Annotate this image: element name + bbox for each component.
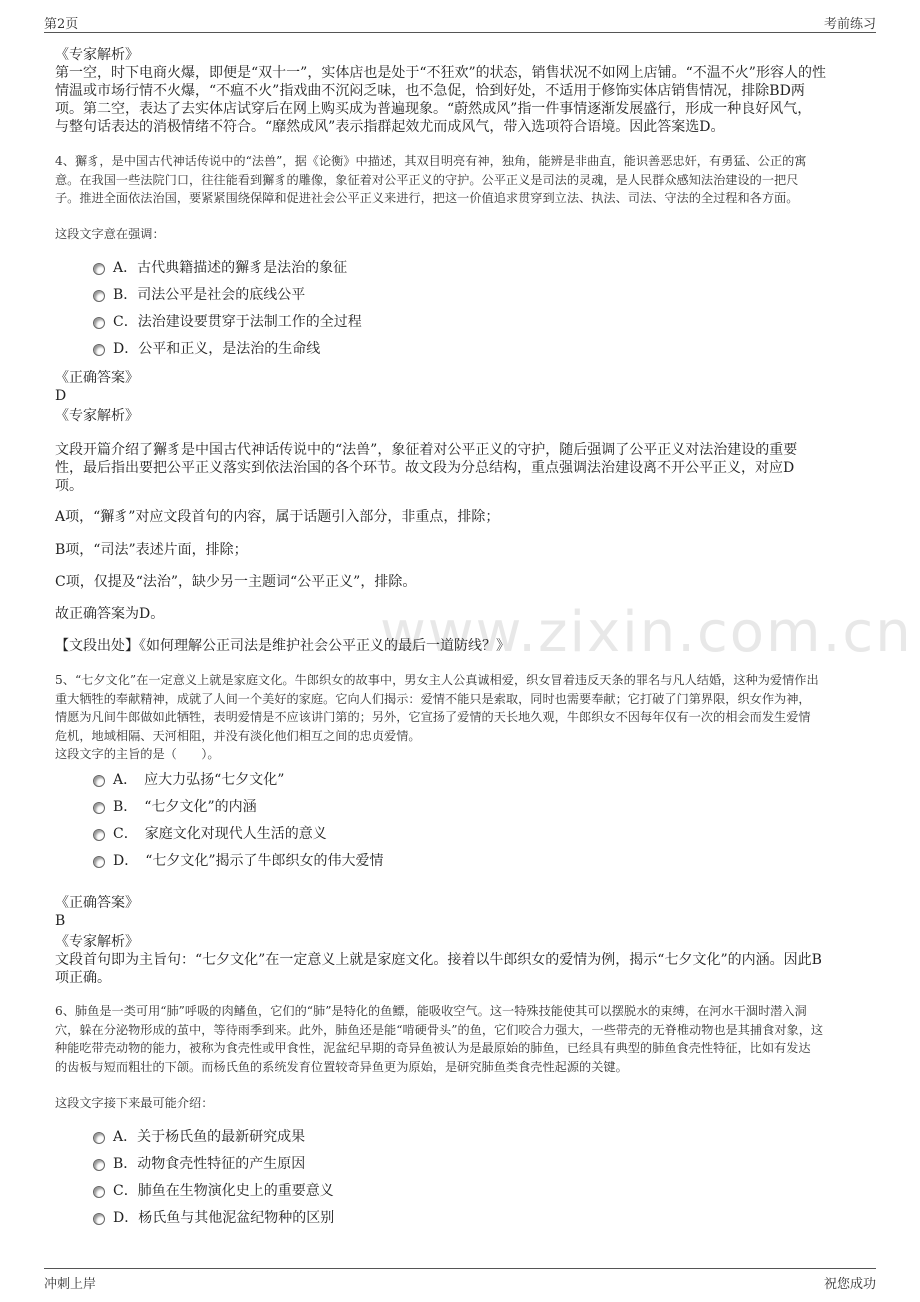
- radio-icon[interactable]: [93, 263, 105, 275]
- option-label: D．杨氏鱼与其他泥盆纪物种的区别: [113, 1210, 335, 1226]
- radio-icon[interactable]: [93, 775, 105, 787]
- q4-stem: [55, 152, 885, 208]
- watermark: www.zixin.com.cn: [380, 600, 913, 665]
- q4-option-a[interactable]: [93, 258, 347, 278]
- radio-icon[interactable]: [93, 1213, 105, 1225]
- q4-expert-label: 《专家解析》: [55, 408, 139, 424]
- q3-analysis-line: 项。第二空，表达了去实体店试穿后在网上购买成为普遍现象。“蔚然成风”指一件事情逐渐发展盛行，形成一种良好风气，: [55, 101, 812, 117]
- q5-option-c[interactable]: [93, 824, 327, 844]
- radio-icon[interactable]: [93, 290, 105, 302]
- radio-icon[interactable]: [93, 1186, 105, 1198]
- option-label: A．关于杨氏鱼的最新研究成果: [113, 1129, 306, 1145]
- q6-stem-line: 6、肺鱼是一类可用“肺”呼吸的肉鳍鱼，它们的“肺”是特化的鱼鳔，能吸收空气。这一特殊技能使其可以摆脱水的束缚，在河水干涸时潜入洞: [55, 1004, 807, 1018]
- q5-analysis: [55, 951, 867, 987]
- q4-source: 【文段出处】《如何理解公正司法是维护社会公平正义的最后一道防线？》: [55, 638, 510, 654]
- option-label: B．司法公平是社会的底线公平: [113, 287, 306, 303]
- q5-analysis-line: 文段首句即为主旨句：“七夕文化”在一定意义上就是家庭文化。接着以牛郎织女的爱情为例，揭示“七夕文化”的内涵。因此B: [55, 952, 822, 968]
- radio-icon[interactable]: [93, 317, 105, 329]
- q3-analysis-line: 情温或市场行情不火爆，“不瘟不火”指戏曲不沉闷乏味，也不急促，恰到好处，不适用于修饰实体店销售情况，排除BD两: [55, 83, 805, 99]
- radio-icon[interactable]: [93, 829, 105, 841]
- page-footer: [44, 1268, 876, 1291]
- footer-left: 冲刺上岸: [44, 1277, 97, 1292]
- q3-analysis-line: 第一空，时下电商火爆，即便是“双十一”，实体店也是处于“不狂欢”的状态，销售状况不如网上店铺。“不温不火”形容人的性: [55, 65, 826, 81]
- q4-analysis-line: 性，最后指出要把公平正义落实到依法治国的各个环节。故文段为分总结构，重点强调法治建设离不开公平正义，对应D: [55, 460, 795, 476]
- q6-stem-line: 种能吃带壳动物的能力，被称为食壳性或甲食性，泥盆纪早期的奇异鱼被认为是最原始的肺鱼，已经具有典型的肺鱼食壳性特征，比如有发达: [55, 1041, 811, 1055]
- q6-stem-line: 的齿板与短而粗壮的下颌。而杨氏鱼的系统发育位置较奇异鱼更为原始，是研究肺鱼类食壳性起源的关键。: [55, 1059, 628, 1074]
- q4-stem-line: 4、獬豸，是中国古代神话传说中的“法兽”，据《论衡》中描述，其双目明亮有神，独角，能辨是非曲直，能识善恶忠奸，有勇猛、公正的寓: [55, 154, 807, 168]
- q5-stem-line: 情愿为凡间牛郎做如此牺牲，表明爱情是不应该讲门第的；另外，它宣扬了爱情的天长地久观，牛郎织女不因每年仅有一次的相会而发生爱情: [55, 710, 811, 724]
- page-header: [44, 10, 876, 33]
- q6-option-c[interactable]: [93, 1181, 334, 1201]
- q4-option-d[interactable]: [93, 339, 320, 359]
- q4-option-b[interactable]: [93, 285, 305, 305]
- q6-stem-line: 穴，躲在分泌物形成的茧中，等待雨季到来。此外，肺鱼还是能“啃硬骨头”的鱼，它们咬合力强大，一些带壳的无脊椎动物也是其捕食对象，这: [55, 1022, 824, 1037]
- q4-answer: D: [55, 388, 67, 404]
- q4-stem-line: 意。在我国一些法院门口，往往能看到獬豸的雕像，象征着对公平正义的守护。公平正义是司法的灵魂，是人民群众感知法治建设的一把尺: [55, 172, 799, 187]
- q3-analysis-line: 与整句话表达的消极情绪不符合。“靡然成风”表示指群起效尤而成风气，带入选项符合语境。因此答案选D。: [55, 119, 725, 135]
- q5-stem: [55, 671, 885, 764]
- q5-analysis-line: 项正确。: [55, 970, 111, 986]
- radio-icon[interactable]: [93, 1132, 105, 1144]
- option-label: B． “七夕文化”的内涵: [113, 799, 257, 815]
- q5-stem-line: 重大牺牲的奉献精神，成就了人间一个美好的家庭。它向人们揭示：爱情不能只是索取，同时也需要奉献；它打破了门第界限，织女作为神，: [55, 691, 811, 706]
- q5-stem-line: 危机，地域相隔、天河相阻，并没有淡化他们相互之间的忠贞爱情。: [55, 728, 421, 743]
- q3-analysis: [55, 64, 867, 136]
- q5-answer: B: [55, 913, 66, 929]
- radio-icon[interactable]: [93, 1159, 105, 1171]
- header-title: 考前练习: [823, 17, 876, 32]
- q4-answer-label: 《正确答案》: [55, 370, 139, 386]
- radio-icon[interactable]: [93, 344, 105, 356]
- option-label: C．肺鱼在生物演化史上的重要意义: [113, 1183, 334, 1199]
- option-label: B．动物食壳性特征的产生原因: [113, 1156, 306, 1172]
- option-label: C．法治建设要贯穿于法制工作的全过程: [113, 314, 362, 330]
- option-label: D．公平和正义，是法治的生命线: [113, 341, 321, 357]
- q5-option-d[interactable]: [93, 851, 384, 871]
- q3-expert-label: 《专家解析》: [55, 47, 139, 63]
- q4-prompt: 这段文字意在强调：: [55, 227, 165, 241]
- radio-icon[interactable]: [93, 802, 105, 814]
- q4-option-c[interactable]: [93, 312, 362, 332]
- q5-expert-label: 《专家解析》: [55, 934, 139, 950]
- q5-option-b[interactable]: [93, 797, 257, 817]
- q6-stem: [55, 1002, 885, 1076]
- q5-stem-line: 这段文字的主旨的是（ ）。: [55, 747, 220, 761]
- q6-option-d[interactable]: [93, 1208, 334, 1228]
- q4-analysis-line: 文段开篇介绍了獬豸是中国古代神话传说中的“法兽”，象征着对公平正义的守护，随后强调了公平正义对法治建设的重要: [55, 442, 798, 458]
- q4-analysis-line: 项。: [55, 478, 83, 494]
- q6-option-b[interactable]: [93, 1154, 305, 1174]
- q4-analysis: [55, 441, 867, 495]
- option-label: C． 家庭文化对现代人生活的意义: [113, 826, 327, 842]
- q4-analysis-b: B项，“司法”表述片面，排除；: [55, 542, 248, 558]
- q5-answer-label: 《正确答案》: [55, 895, 139, 911]
- q6-option-a[interactable]: [93, 1127, 305, 1147]
- footer-right: 祝您成功: [823, 1277, 876, 1292]
- option-label: A． 应大力弘扬“七夕文化”: [113, 772, 285, 788]
- q4-conclusion: 故正确答案为D。: [55, 606, 165, 622]
- q4-analysis-c: C项，仅提及“法治”，缺少另一主题词“公平正义”，排除。: [55, 574, 417, 590]
- q6-prompt: 这段文字接下来最可能介绍：: [55, 1096, 214, 1110]
- q5-option-a[interactable]: [93, 770, 284, 790]
- option-label: A．古代典籍描述的獬豸是法治的象征: [113, 260, 348, 276]
- q5-stem-line: 5、“七夕文化”在一定意义上就是家庭文化。牛郎织女的故事中，男女主人公真诚相爱，织女冒着违反天条的罪名与凡人结婚，这种为爱情作出: [55, 673, 819, 687]
- q4-stem-line: 子。推进全面依法治国，要紧紧围绕保障和促进社会公平正义来进行，把这一价值追求贯穿到立法、执法、司法、守法的全过程和各方面。: [55, 191, 799, 205]
- option-label: D． “七夕文化”揭示了牛郎织女的伟大爱情: [113, 853, 384, 869]
- radio-icon[interactable]: [93, 856, 105, 868]
- page-number: 第2页: [44, 17, 79, 32]
- q4-analysis-a: A项，“獬豸”对应文段首句的内容，属于话题引入部分，非重点，排除；: [55, 509, 500, 525]
